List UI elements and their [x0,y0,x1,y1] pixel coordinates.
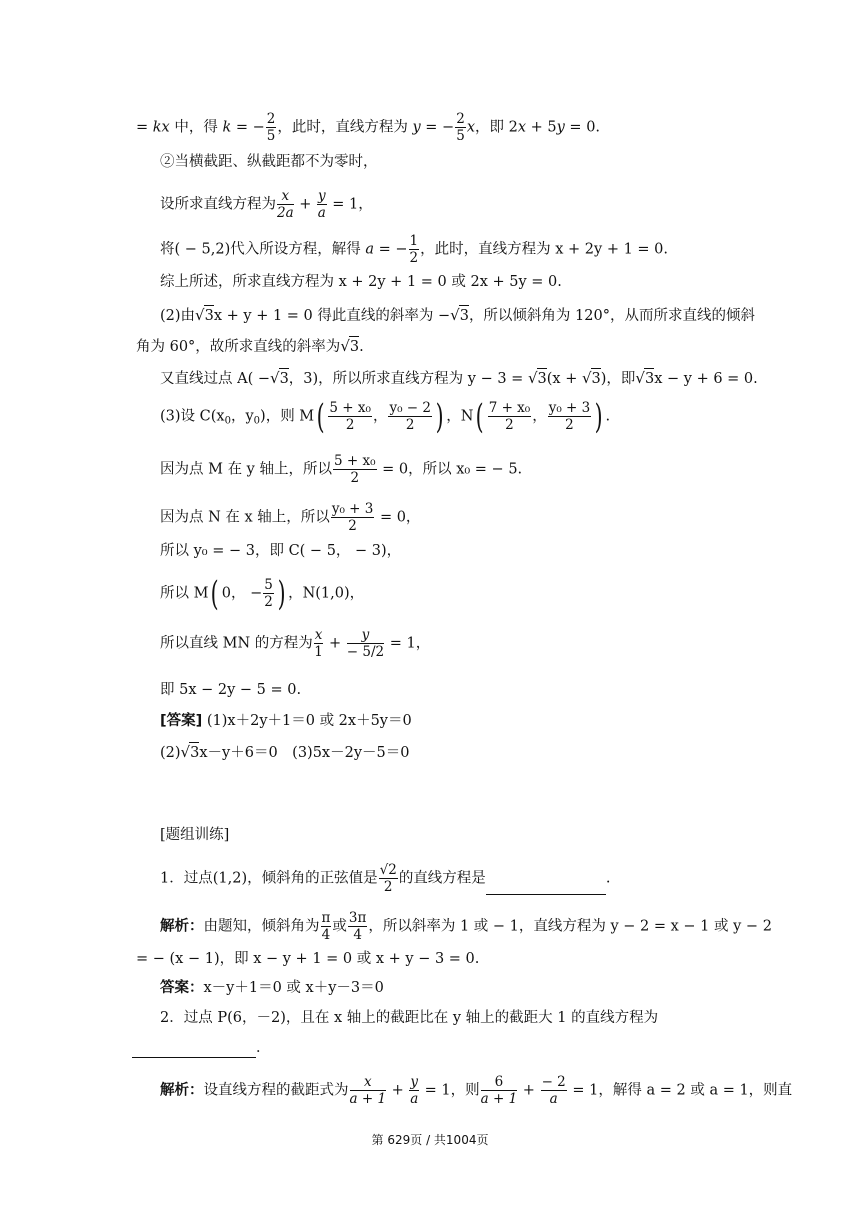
question-2-blank-line: ． [132,1038,271,1058]
text-line-8: 又直线过点 A( −√3，3)，所以所求直线方程为 y − 3 = √3(x + √3)，即√3x − y + 6 = 0. [160,369,758,387]
fraction: $\frac{√2}{2}$ [379,862,397,895]
fraction: $\frac{3\pi}{4}$ [348,910,367,943]
fraction: $\frac{\text{5 + x₀}}{2}$ [329,400,371,433]
fraction: $\frac{y}{a}$ [410,1074,419,1107]
fraction: $\frac{\text{y₀ − 2}}{2}$ [389,400,431,433]
solution-1-line-2: = − (x − 1)，即 x − y + 1 = 0 或 x + y − 3 = 0. [136,951,480,967]
solution-1-line-1: 解析：由题知，倾斜角为 $\frac{\pi}{4}$ 或 $\frac{3\pi}{4}$ ，所以斜率为 1 或 − 1，直线方程为 y − 2 = x − 1 或 y − 2 [160,910,772,943]
fraction: $\frac{x}{2a}$ [277,188,294,221]
text-line-7: 角为 60°，故所求直线的斜率为√3. [136,337,364,355]
text-line-15: 即 5x − 2y − 5 = 0. [160,682,302,698]
fraction: $\frac{- 2}{a}$ [541,1074,566,1107]
fraction: $\frac{y}{- 5/2}$ [346,627,385,660]
fraction: $\frac{6}{a + 1}$ [480,1074,518,1107]
text-line-3: 设所求直线方程为 $\frac{x}{2a}$ + $\frac{y}{a}$ = 1， [160,188,373,221]
question-1: 1．过点(1,2)，倾斜角的正弦值是 $\frac{√2}{2}$ 的直线方程是 . [160,862,611,895]
solution-2-line-1: 解析：设直线方程的截距式为 $\frac{x}{a + 1}$ + $\frac{y}{a}$ = 1，则 $\frac{6}{a + 1}$ + $\frac{- 2}{a}$ = 1，解得 a = 2 或 a = 1，则直 [160,1074,793,1107]
fraction: $\frac{\text{y₀ + 3}}{2}$ [331,501,374,534]
fraction: $\frac{2}{5}$ [456,111,465,144]
text-line-9: (3)设 $C(x_0$，$y_0$)，则 M( $\frac{\text{5 + x₀}}{2}$ ， $\frac{\text{y₀ − 2}}{2}$ ) ，N( $\frac{\text{7 + x₀}}{2}$ ， $\frac{\text{y₀ + 3}}{2}$ ) . [160,396,611,437]
text-line-2: ②当横截距、纵截距都不为零时， [160,154,378,170]
fraction: $\frac{\text{7 + x₀}}{2}$ [488,400,531,433]
fraction: $\frac{\text{y₀ + 3}}{2}$ [548,400,591,433]
text-line-13: 所以 M( 0， − $\frac{5}{2}$ ) ，N(1,0)， [160,573,365,614]
fraction: $\frac{5}{2}$ [264,577,273,610]
text-line-4: 将( − 5,2)代入所设方程，解得 a = − $\frac{1}{2}$ ，此时，直线方程为 x + 2y + 1 = 0. [160,233,669,266]
text-line-1: = kx 中，得 k = − $\frac{2}{5}$ ，此时，直线方程为 y = − $\frac{2}{5}$ x，即 2x + 5y = 0. [136,111,601,144]
text-line-5: 综上所述，所求直线方程为 x + 2y + 1 = 0 或 2x + 5y = 0. [160,274,562,290]
page-footer: 第 629页 / 共1004页 [371,1133,489,1147]
text-line-10: 因为点 M 在 y 轴上，所以 $\frac{\text{5 + x₀}}{2}$ = 0，所以 x₀ = − 5. [160,453,523,486]
fraction: $\frac{x}{1}$ [314,627,323,660]
answer-blank [132,1043,256,1058]
section-heading: [题组训练] [160,827,230,843]
answer-blank [486,880,606,895]
fraction: $\frac{\pi}{4}$ [321,910,331,943]
answer-line-2: (2)√3x－y＋6＝0 (3)5x－2y－5＝0 [160,743,410,761]
text-line-12: 所以 y₀ = − 3，即 C( − 5， − 3)， [160,543,402,559]
text-line-6: (2)由√3x + y + 1 = 0 得此直线的斜率为 −√3，所以倾斜角为 120°，从而所求直线的倾斜 [160,306,755,324]
fraction: $\frac{\text{5 + x₀}}{2}$ [333,453,376,486]
question-2: 2．过点 P(6，－2)，且在 x 轴上的截距比在 y 轴上的截距大 1 的直线方程为 [160,1010,659,1026]
answer-q1: 答案：x－y＋1＝0 或 x＋y－3＝0 [160,980,384,996]
fraction: $\frac{1}{2}$ [409,233,419,266]
fraction: $\frac{y}{a}$ [317,188,326,221]
fraction: $\frac{2}{5}$ [266,111,276,144]
text-line-11: 因为点 N 在 x 轴上，所以 $\frac{\text{y₀ + 3}}{2}$ = 0， [160,501,421,534]
text-line-14: 所以直线 MN 的方程为 $\frac{x}{1}$ + $\frac{y}{- 5/2}$ = 1， [160,627,431,660]
answer-line-1: [答案] (1)x＋2y＋1＝0 或 2x＋5y＝0 [160,713,412,729]
fraction: $\frac{x}{a + 1}$ [349,1074,387,1107]
